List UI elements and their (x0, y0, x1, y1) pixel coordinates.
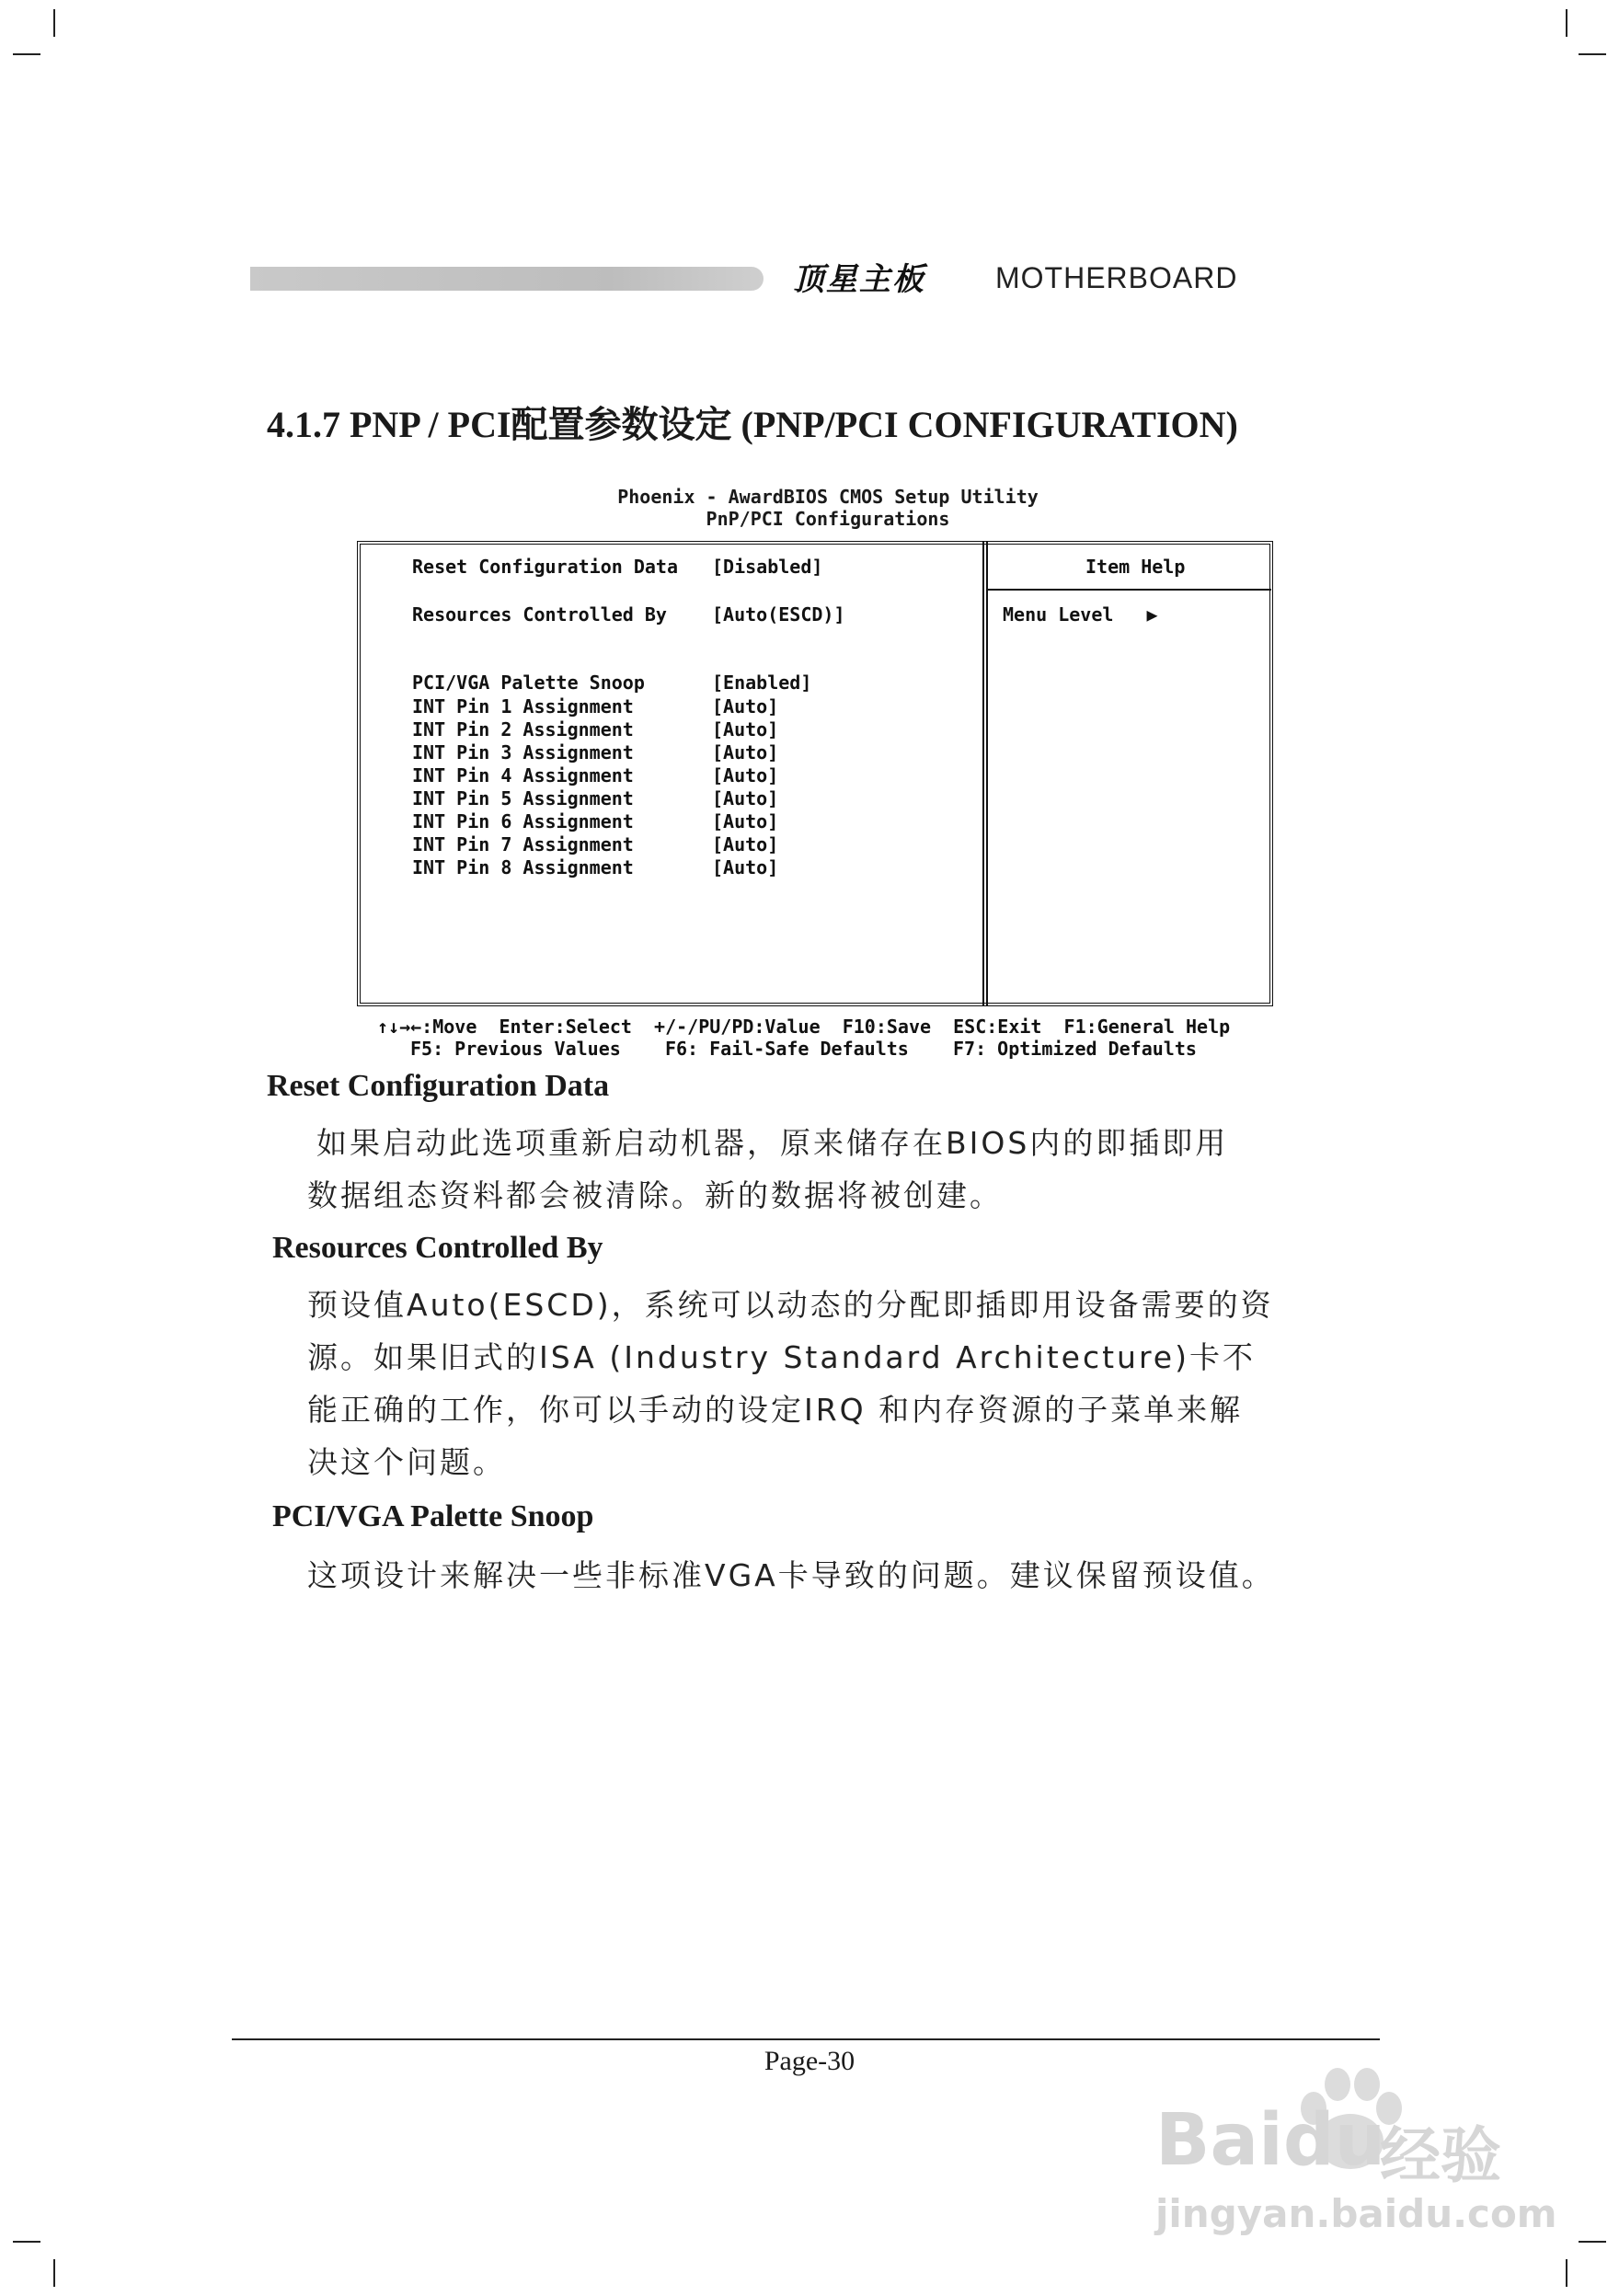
bios-setting-label[interactable]: INT Pin 1 Assignment (412, 695, 634, 718)
header-bar (250, 267, 764, 291)
desc-line: 数据组态资料都会被清除。新的数据将被创建。 (307, 1177, 1003, 1213)
bios-help-title: Item Help (1085, 556, 1186, 578)
bios-setting-value[interactable]: [Auto(ESCD)] (712, 603, 845, 626)
crop-mark-top-left (53, 9, 55, 37)
bios-setting-value[interactable]: [Auto] (712, 810, 779, 832)
bios-setting-label[interactable]: INT Pin 8 Assignment (412, 856, 634, 878)
bios-setting-label[interactable]: Resources Controlled By (412, 603, 667, 626)
bios-setting-value[interactable]: [Auto] (712, 718, 779, 740)
desc-heading-palette: PCI/VGA Palette Snoop (272, 1499, 594, 1533)
desc-line: 能正确的工作，你可以手动的设定IRQ 和内存资源的子菜单来解 (307, 1392, 1244, 1428)
bios-setting-label[interactable]: INT Pin 5 Assignment (412, 787, 634, 809)
bios-setting-value[interactable]: [Auto] (712, 695, 779, 718)
desc-line: 如果启动此选项重新启动机器，原来储存在BIOS内的即插即用 (316, 1125, 1229, 1161)
crop-mark-top-right (1566, 9, 1567, 37)
watermark-url: jingyan.baidu.com (1155, 2191, 1557, 2236)
bios-setting-value[interactable]: [Auto] (712, 833, 779, 855)
watermark-brand-a: Bai (1155, 2099, 1283, 2182)
bios-setting-label[interactable]: INT Pin 4 Assignment (412, 764, 634, 786)
footer-rule (232, 2038, 1380, 2040)
crop-mark-bottom-right (1566, 2259, 1567, 2287)
crop-mark-top-left-h (13, 53, 40, 55)
bios-caption-subtitle: PnP/PCI Configurations (706, 508, 950, 530)
brand-logo-cn: 顶星主板 (793, 261, 925, 298)
desc-text-palette (307, 1549, 1365, 1601)
watermark-cn: 经验 (1380, 2120, 1501, 2191)
desc-line: 预设值Auto(ESCD)，系统可以动态的分配即插即用设备需要的资 (307, 1287, 1274, 1323)
bios-setting-value[interactable]: [Auto] (712, 856, 779, 878)
bios-setting-label[interactable]: INT Pin 7 Assignment (412, 833, 634, 855)
bios-setting-value[interactable]: [Enabled] (712, 672, 812, 694)
section-title: 4.1.7 PNP / PCI配置参数设定 (PNP/PCI CONFIGURATION) (267, 404, 1238, 445)
desc-heading-resources: Resources Controlled By (272, 1231, 603, 1265)
bios-keys-line2: F5: Previous Values F6: Fail-Safe Defaults F7: Optimized Defaults (410, 1038, 1197, 1060)
bios-setting-value[interactable]: [Disabled] (712, 556, 823, 578)
crop-mark-bottom-right-h (1579, 2241, 1606, 2243)
crop-mark-top-right-h (1579, 53, 1606, 55)
desc-heading-reset: Reset Configuration Data (267, 1069, 610, 1103)
crop-mark-bottom-left (53, 2259, 55, 2287)
watermark-brand-b: du (1282, 2099, 1386, 2182)
bios-setting-label[interactable]: Reset Configuration Data (412, 556, 678, 578)
bios-setting-value[interactable]: [Auto] (712, 741, 779, 763)
bios-caption-title: Phoenix - AwardBIOS CMOS Setup Utility (617, 486, 1039, 508)
brand-label: MOTHERBOARD (995, 261, 1238, 294)
desc-text-resources (307, 1279, 1365, 1488)
bios-menu-level: Menu Level ▶ (1003, 603, 1158, 626)
bios-setting-value[interactable]: [Auto] (712, 764, 779, 786)
bios-setting-label[interactable]: INT Pin 2 Assignment (412, 718, 634, 740)
bios-setting-label[interactable]: INT Pin 6 Assignment (412, 810, 634, 832)
bios-help-separator (986, 589, 1271, 591)
bios-setting-value[interactable]: [Auto] (712, 787, 779, 809)
desc-line: 这项设计来解决一些非标准VGA卡导致的问题。建议保留预设值。 (307, 1557, 1275, 1593)
desc-line: 源。如果旧式的ISA (Industry Standard Architecture)卡不 (307, 1339, 1256, 1375)
crop-mark-bottom-left-h (13, 2241, 40, 2243)
desc-text-reset (307, 1117, 1365, 1222)
watermark-brand (1155, 2099, 1385, 2182)
bios-setting-label[interactable]: PCI/VGA Palette Snoop (412, 672, 645, 694)
bios-panel-divider (982, 541, 988, 1006)
bios-keys-line1: ↑↓→←:Move Enter:Select +/-/PU/PD:Value F10:Save ESC:Exit F1:General Help (377, 1016, 1231, 1038)
desc-line: 决这个问题。 (307, 1444, 506, 1480)
bios-setting-label[interactable]: INT Pin 3 Assignment (412, 741, 634, 763)
page-number: Page-30 (764, 2046, 855, 2076)
